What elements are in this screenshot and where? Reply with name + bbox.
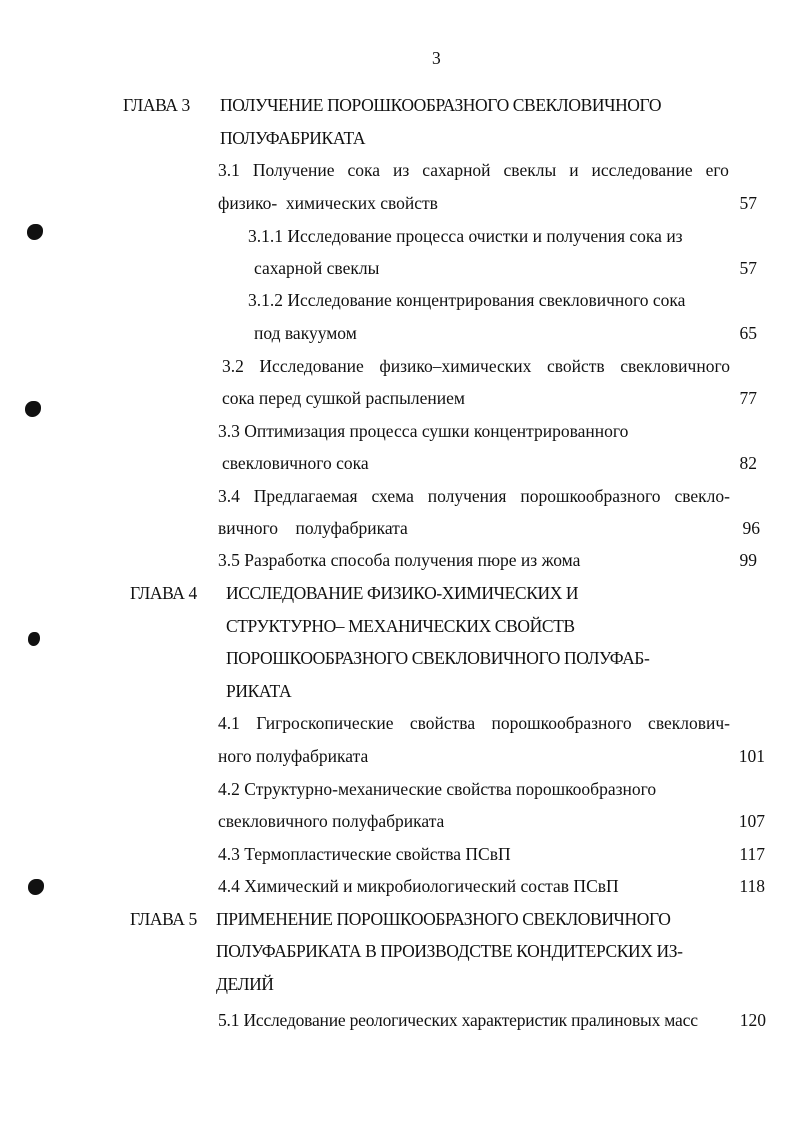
toc-word: и	[569, 160, 579, 180]
binder-hole-mark	[28, 632, 40, 646]
chapter-3-title: ПОЛУФАБРИКАТА	[220, 128, 366, 148]
binder-hole-mark	[27, 224, 43, 240]
toc-word: его	[705, 160, 729, 180]
chapter-5-title: ДЕЛИЙ	[216, 974, 274, 994]
toc-entry-3-3-line2: свекловичного сока	[222, 453, 369, 473]
toc-page-number: 99	[739, 550, 757, 570]
toc-word: исследование	[591, 160, 693, 180]
chapter-4-label: ГЛАВА 4	[130, 583, 197, 603]
toc-word: свекловичного	[620, 356, 730, 376]
toc-entry-3-1	[218, 162, 729, 180]
toc-page-number: 65	[739, 323, 757, 343]
chapter-3-label: ГЛАВА 3	[123, 95, 190, 115]
chapter-5-label: ГЛАВА 5	[130, 909, 197, 929]
toc-word: 3.4	[218, 486, 240, 506]
toc-entry-4-3: 4.3 Термопластические свойства ПСвП	[218, 844, 511, 864]
toc-entry-3-2	[222, 358, 730, 376]
chapter-5-title: ПРИМЕНЕНИЕ ПОРОШКООБРАЗНОГО СВЕКЛОВИЧНОГО	[216, 909, 671, 929]
toc-page-number: 120	[739, 1010, 766, 1030]
toc-word: свеклы	[503, 160, 557, 180]
chapter-4-title: ПОРОШКООБРАЗНОГО СВЕКЛОВИЧНОГО ПОЛУФАБ-	[226, 648, 650, 668]
toc-word: Предлагаемая	[253, 486, 358, 506]
chapter-5-title: ПОЛУФАБРИКАТА В ПРОИЗВОДСТВЕ КОНДИТЕРСКИХ ИЗ-	[216, 941, 683, 961]
toc-entry-3-1-1: 3.1.1 Исследование процесса очистки и получения сока из	[248, 226, 683, 246]
toc-word: порошкообразного	[491, 713, 632, 733]
toc-entry-3-1-2-line2: под вакуумом	[254, 323, 357, 343]
toc-page-number: 77	[739, 388, 757, 408]
toc-word: 3.1	[218, 160, 240, 180]
chapter-4-title: ИССЛЕДОВАНИЕ ФИЗИКО-ХИМИЧЕСКИХ И	[226, 583, 579, 603]
toc-entry-4-2: 4.2 Структурно-механические свойства порошкообразного	[218, 779, 657, 799]
toc-page-number: 57	[739, 193, 757, 213]
toc-entry-4-1	[218, 715, 730, 733]
toc-word: 3.2	[222, 356, 244, 376]
toc-word: Исследование	[259, 356, 364, 376]
toc-word: 4.1	[218, 713, 240, 733]
binder-hole-mark	[25, 401, 41, 417]
toc-word: Получение	[252, 160, 335, 180]
toc-page-number: 57	[739, 258, 757, 278]
toc-page-number: 107	[738, 811, 765, 831]
toc-entry-3-3: 3.3 Оптимизация процесса сушки концентрированного	[218, 421, 629, 441]
page-number: 3	[432, 48, 441, 68]
toc-entry-3-5: 3.5 Разработка способа получения пюре из жома	[218, 550, 581, 570]
toc-word: сока	[347, 160, 381, 180]
toc-entry-4-4: 4.4 Химический и микробиологический состав ПСвП	[218, 876, 619, 896]
toc-word: свекло-	[674, 486, 730, 506]
toc-word: сахарной	[422, 160, 491, 180]
toc-word: свеклович-	[648, 713, 730, 733]
toc-page-number: 117	[739, 844, 765, 864]
toc-word: физико–химических	[379, 356, 532, 376]
toc-entry-3-1-line2: физико- химических свойств	[218, 193, 438, 213]
toc-entry-3-1-1-line2: сахарной свеклы	[254, 258, 380, 278]
toc-word: свойства	[409, 713, 476, 733]
toc-entry-3-1-2: 3.1.2 Исследование концентрирования свекловичного сока	[248, 290, 686, 310]
toc-word: Гигроскопические	[256, 713, 394, 733]
toc-entry-3-2-line2: сока перед сушкой распылением	[222, 388, 465, 408]
toc-entry-5-1: 5.1 Исследование реологических характеристик пралиновых масс	[218, 1010, 698, 1030]
toc-word: свойств	[546, 356, 605, 376]
toc-word: схема	[371, 486, 414, 506]
toc-page-number: 101	[738, 746, 765, 766]
toc-word: получения	[427, 486, 507, 506]
toc-word: порошкообразного	[520, 486, 661, 506]
toc-page-number: 96	[742, 518, 760, 538]
chapter-3-title: ПОЛУЧЕНИЕ ПОРОШКООБРАЗНОГО СВЕКЛОВИЧНОГО	[220, 95, 662, 115]
chapter-4-title: СТРУКТУРНО– МЕХАНИЧЕСКИХ СВОЙСТВ	[226, 616, 575, 636]
toc-entry-3-4	[218, 488, 730, 506]
toc-word: из	[393, 160, 410, 180]
toc-entry-4-2-line2: свекловичного полуфабриката	[218, 811, 445, 831]
toc-page-number: 82	[739, 453, 757, 473]
toc-entry-3-4-line2: вичного полуфабриката	[218, 518, 408, 538]
toc-page-number: 118	[739, 876, 765, 896]
chapter-4-title: РИКАТА	[226, 681, 292, 701]
binder-hole-mark	[28, 879, 44, 895]
toc-entry-4-1-line2: ного полуфабриката	[218, 746, 369, 766]
